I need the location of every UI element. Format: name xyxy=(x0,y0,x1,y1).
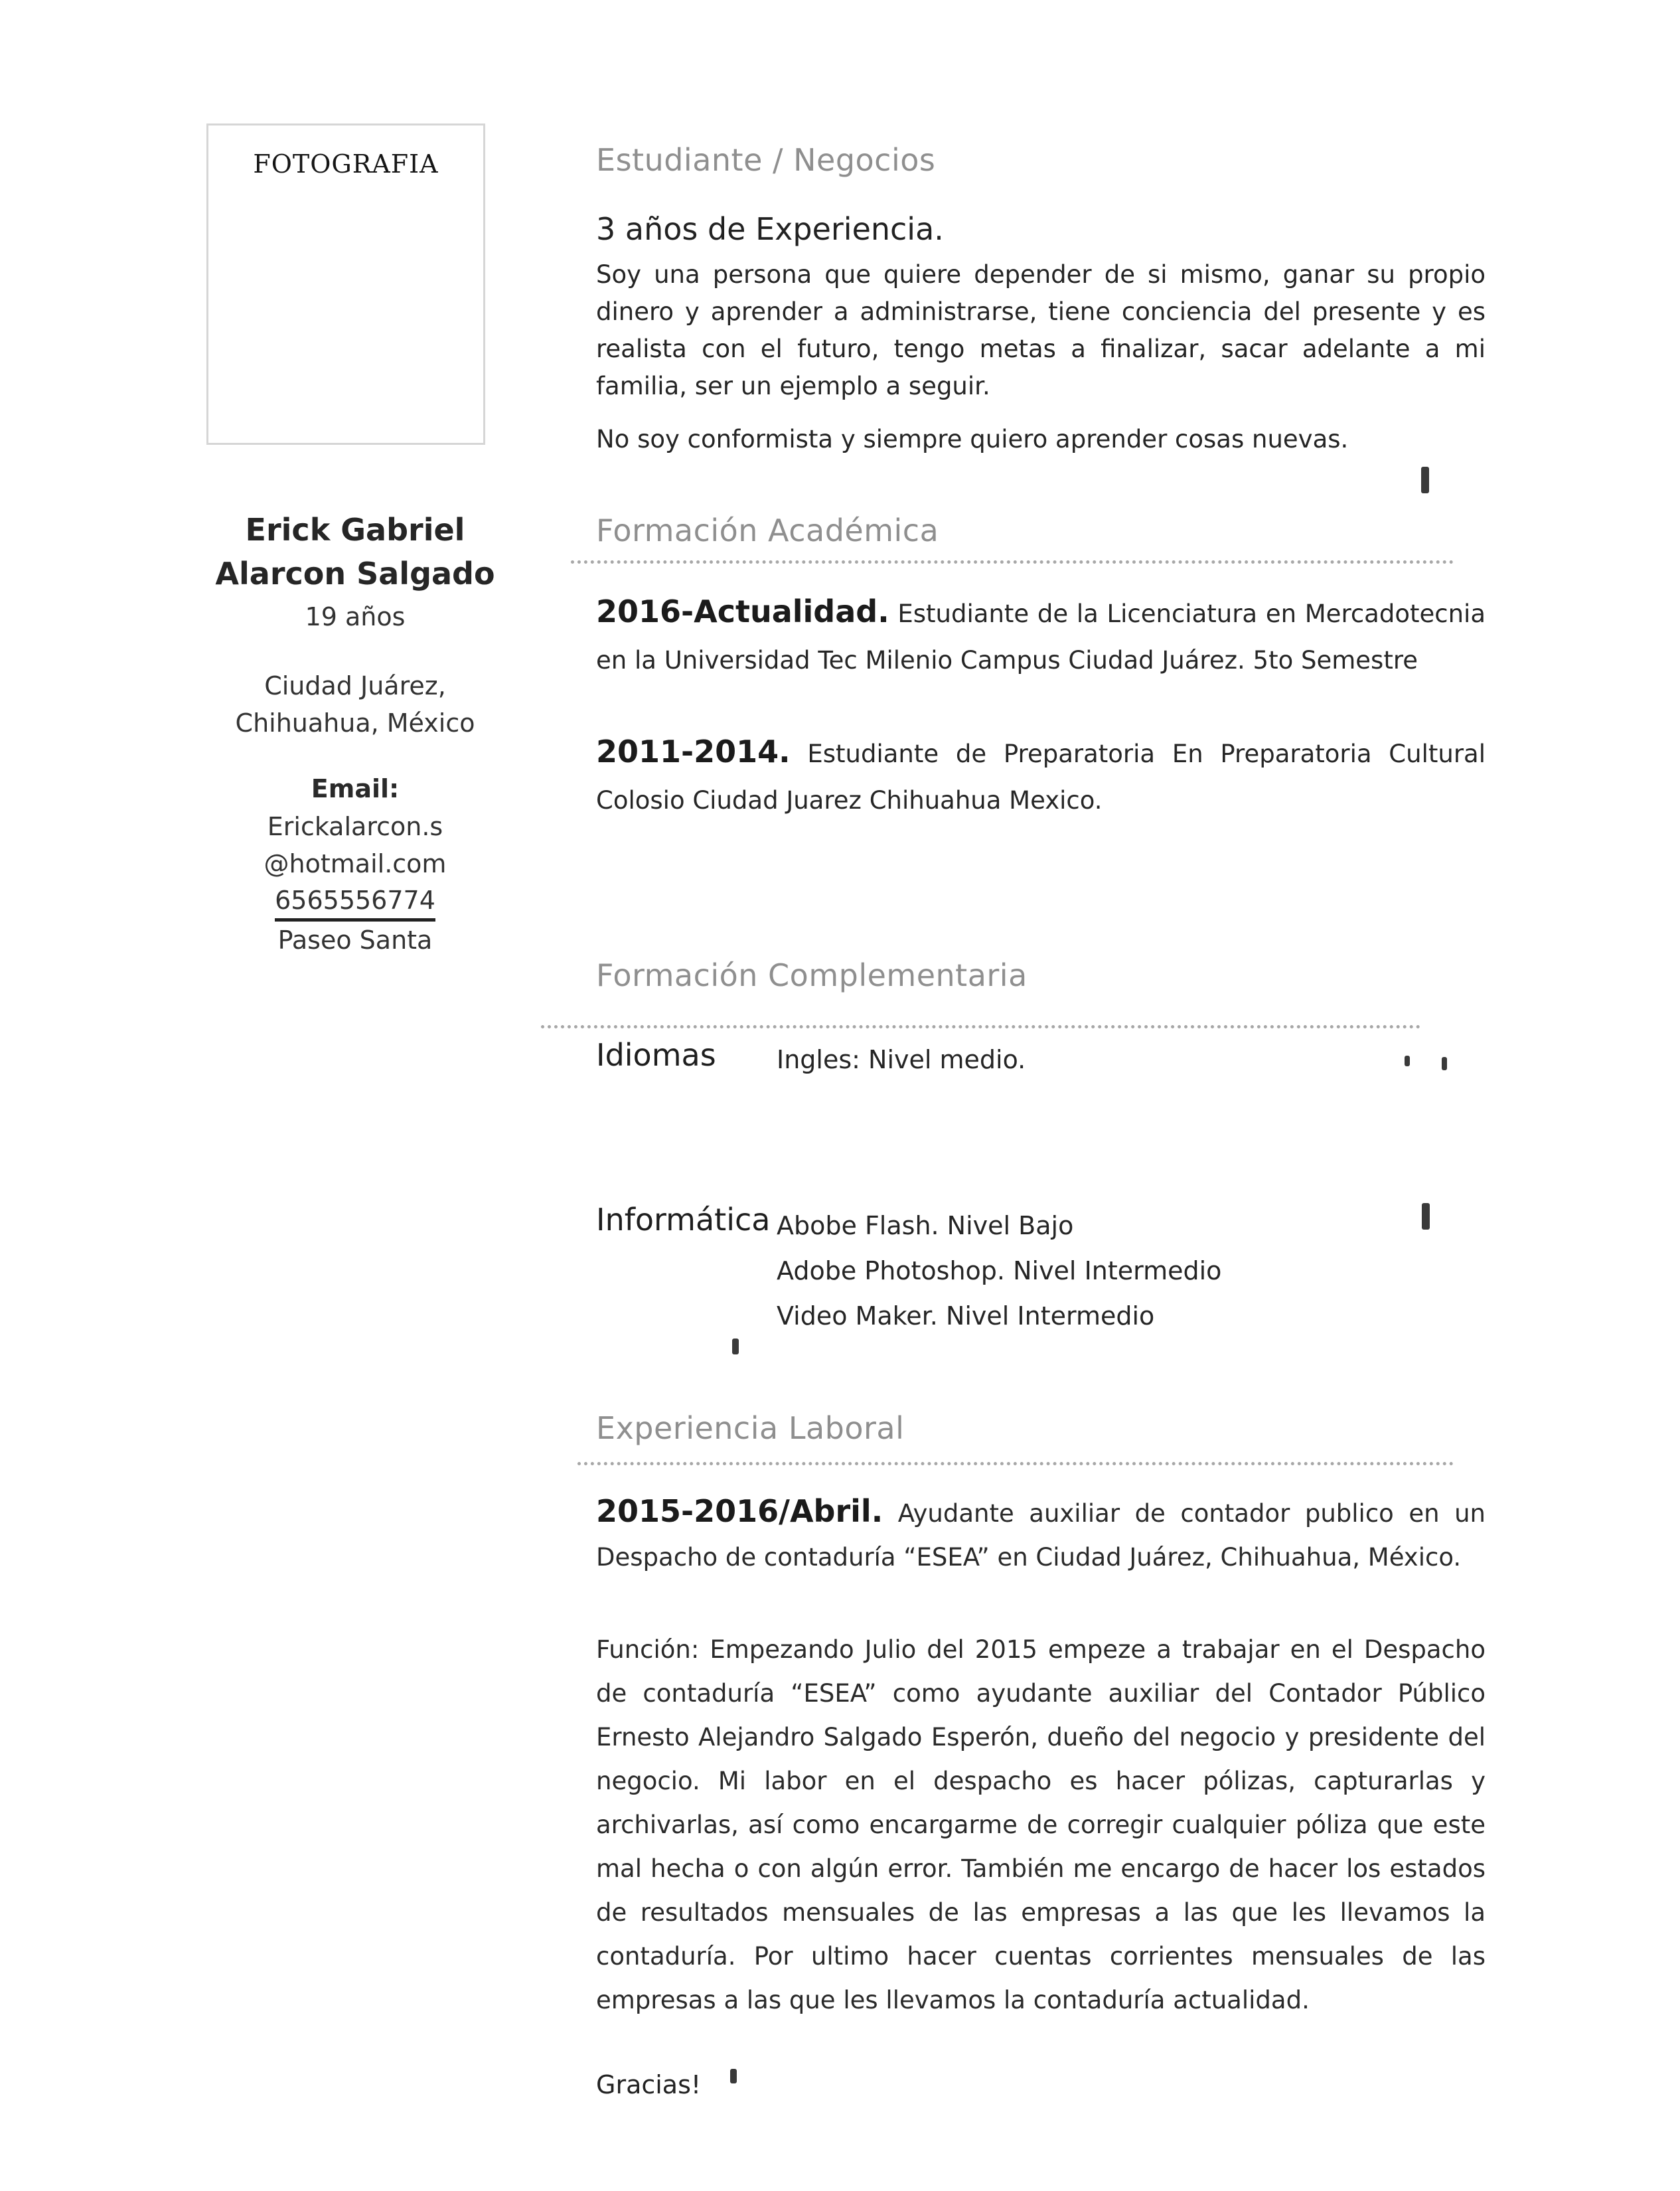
experience-years: 3 años de Experiencia. xyxy=(596,211,944,247)
phone-number: 6565556774 xyxy=(275,882,435,922)
profile-title: Estudiante / Negocios xyxy=(596,142,936,178)
name-line-1: Erick Gabriel xyxy=(245,512,465,548)
academic-entry-2 xyxy=(596,728,1486,824)
scan-speck xyxy=(732,1339,739,1354)
profile-paragraph-1: Soy una persona que quiere depender de si mismo, ganar su propio dinero y aprender a administrarse, tiene conciencia del presente y es realista con el futuro, tengo metas a finalizar, sacar adelante a mi familia, ser un ejemplo a seguir. xyxy=(596,260,1486,400)
complementary-title: Formación Complementaria xyxy=(596,957,1028,993)
scan-speck xyxy=(1405,1056,1410,1066)
address: Paseo Santa xyxy=(277,926,433,955)
photo-placeholder xyxy=(206,123,485,445)
it-item-1: Abobe Flash. Nivel Bajo xyxy=(777,1211,1074,1240)
academic-entry-1 xyxy=(596,588,1486,684)
complementary-divider xyxy=(541,1025,1420,1028)
closing-text: Gracias! xyxy=(596,2070,702,2099)
scan-speck xyxy=(730,2069,737,2083)
work-summary: Ayudante auxiliar de contador publico en un Despacho de contaduría “ESEA” en Ciudad Juárez, Chihuahua, México. xyxy=(596,1499,1486,1572)
academic-entry-2-text: Estudiante de Preparatoria En Preparatoria Cultural Colosio Ciudad Juarez Chihuahua Mexico. xyxy=(596,740,1486,815)
location-line-1: Ciudad Juárez, xyxy=(264,671,446,700)
name-line-2: Alarcon Salgado xyxy=(215,556,495,592)
languages-value: Ingles: Nivel medio. xyxy=(777,1045,1026,1074)
it-label: Informática xyxy=(596,1202,771,1238)
work-title: Experiencia Laboral xyxy=(596,1410,905,1446)
contact-sidebar xyxy=(199,508,511,959)
academic-entry-2-years: 2011-2014. xyxy=(596,734,791,770)
scan-speck xyxy=(1442,1057,1447,1070)
age: 19 años xyxy=(305,602,406,631)
languages-label: Idiomas xyxy=(596,1037,716,1073)
scan-speck xyxy=(1422,1203,1430,1230)
academic-entry-1-text: Estudiante de la Licenciatura en Mercadotecnia en la Universidad Tec Milenio Campus Ciudad Juárez. 5to Semestre xyxy=(596,600,1486,675)
it-item-3: Video Maker. Nivel Intermedio xyxy=(777,1301,1155,1331)
email-line-2: @hotmail.com xyxy=(264,849,447,878)
it-item-2: Adobe Photoshop. Nivel Intermedio xyxy=(777,1256,1222,1285)
academic-entry-1-years: 2016-Actualidad. xyxy=(596,594,889,629)
profile-paragraph-2: No soy conformista y siempre quiero aprender cosas nuevas. xyxy=(596,425,1349,453)
academic-divider xyxy=(571,560,1454,564)
academic-title: Formación Académica xyxy=(596,513,939,548)
email-label: Email: xyxy=(311,774,400,803)
photo-label: FOTOGRAFIA xyxy=(253,149,439,179)
work-years: 2015-2016/Abril. xyxy=(596,1493,883,1529)
work-entry xyxy=(596,1489,1486,1580)
scan-speck xyxy=(1421,467,1429,493)
location-line-2: Chihuahua, México xyxy=(235,708,475,738)
email-line-1: Erickalarcon.s xyxy=(267,812,443,841)
work-function: Función: Empezando Julio del 2015 empeze a trabajar en el Despacho de contaduría “ESEA” como ayudante auxiliar del Contador Público Ernesto Alejandro Salgado Esperón, dueño del negocio y presidente del negocio. Mi labor en el despacho es hacer pólizas, capturarlas y archivarlas, así como encargarme de corregir cualquier póliza que este mal hecha o con algún error. También me encargo de hacer los estados de resultados mensuales de las empresas a las que les llevamos la contaduría. Por ultimo hacer cuentas corrientes mensuales de las empresas a las que les llevamos la contaduría actualidad. xyxy=(596,1635,1486,2014)
profile-section xyxy=(596,211,1486,458)
work-divider xyxy=(577,1462,1454,1465)
